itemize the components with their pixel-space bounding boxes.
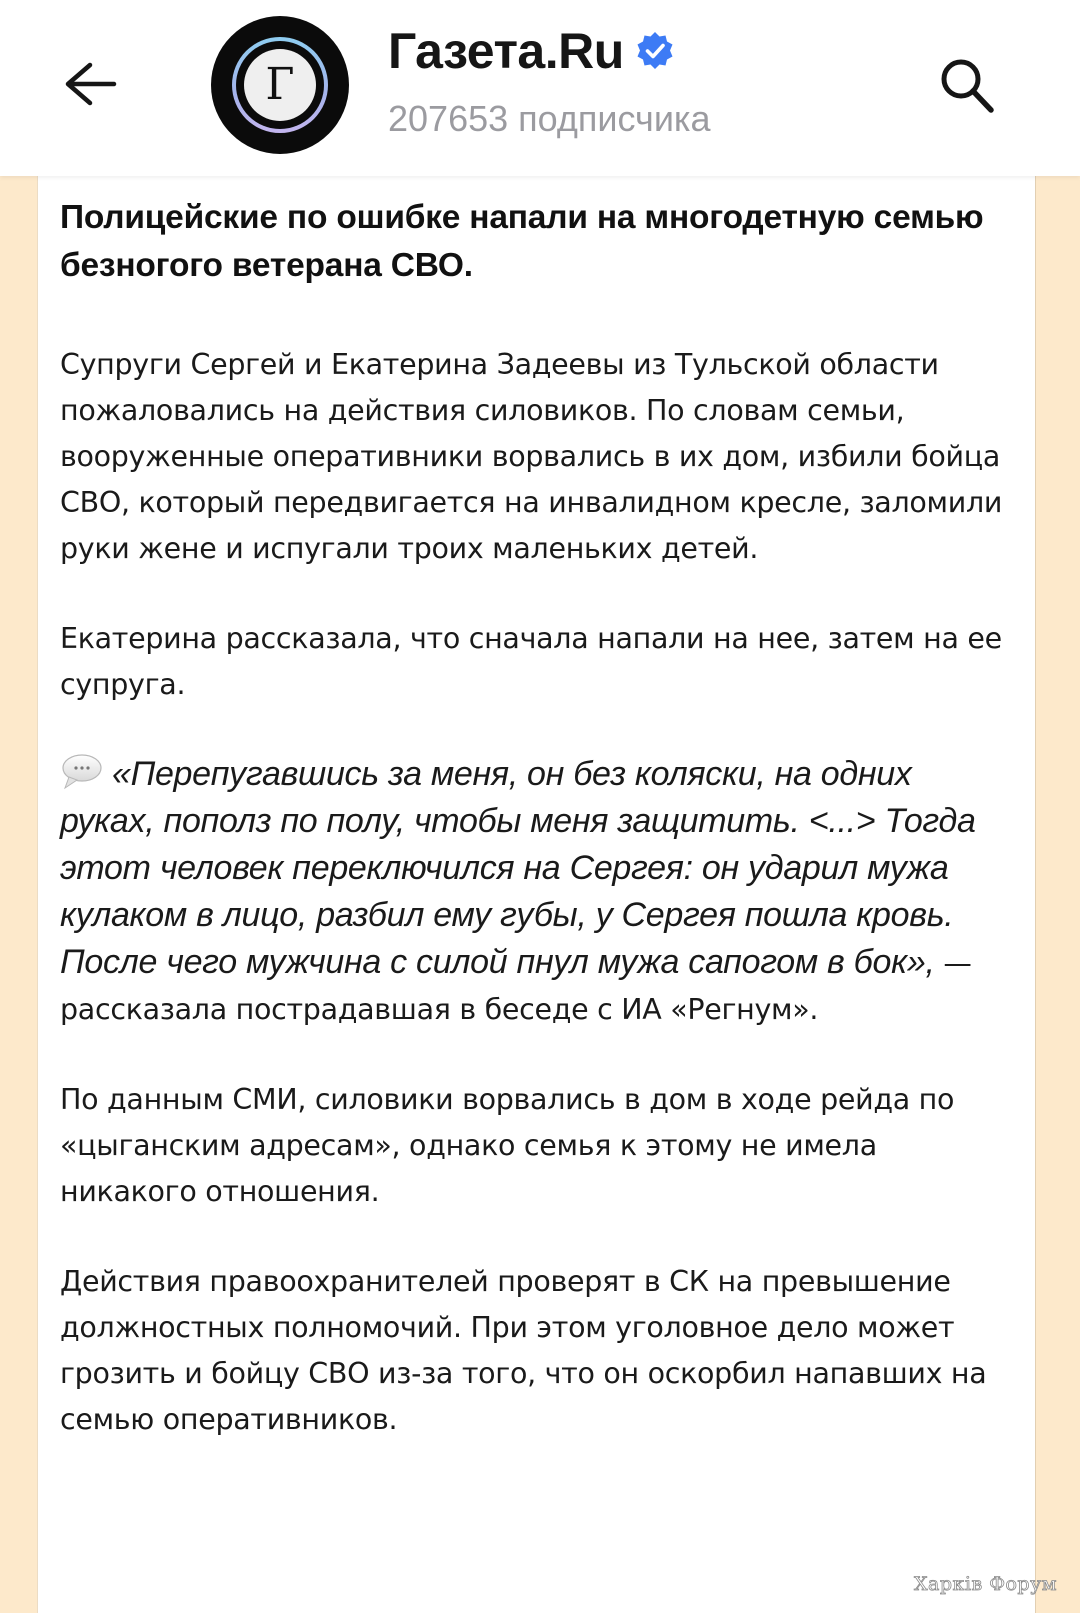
channel-title[interactable]: [388, 22, 676, 80]
search-icon: [936, 54, 998, 116]
channel-header: [0, 0, 1080, 176]
verified-badge-icon: [634, 30, 676, 72]
arrow-left-icon: [62, 59, 118, 109]
avatar-gap: [236, 41, 324, 129]
avatar-ring: [232, 37, 328, 133]
subscriber-count: 207653 подписчика: [388, 98, 711, 139]
speech-bubble-icon: [60, 753, 102, 791]
quote-text: «Перепугавшись за меня, он без коляски, на одних руках, пополз по полу, чтобы меня защитить. <...> Тогда этот человек переключился на Сергея: он ударил мужа кулаком в лицо, разбил ему губы, у Сергея пошла кровь. После чего мужчина с силой пнул мужа сапогом в бок»,: [60, 755, 976, 981]
post-card: [37, 176, 1036, 1613]
article-headline: Полицейские по ошибке напали на многодетную семью безногого ветерана СВО.: [60, 199, 984, 284]
channel-avatar[interactable]: [211, 16, 349, 154]
article-paragraph: По данным СМИ, силовики ворвались в дом в ходе рейда по «цыганским адресам», однако семья к этому не имела никакого отношения.: [60, 1083, 955, 1208]
article-paragraph: Супруги Сергей и Екатерина Задеевы из Тульской области пожаловались на действия силовиков. По словам семьи, вооруженные оперативники ворвались в их дом, избили бойца СВО, который передвигается на инвалидном кресле, заломили руки жене и испугали троих маленьких детей.: [60, 348, 1003, 565]
article-paragraph: Екатерина рассказала, что сначала напали на нее, затем на ее супруга.: [60, 622, 1002, 701]
article-paragraph: Действия правоохранителей проверят в СК на превышение должностных полномочий. При этом уголовное дело может грозить и бойцу СВО из-за того, что он оскорбил напавших на семью оперативников.: [60, 1265, 987, 1436]
quote-wrap: [60, 755, 976, 1026]
search-button[interactable]: [932, 50, 1002, 120]
back-button[interactable]: [58, 52, 122, 116]
article-body: [60, 194, 1010, 1443]
channel-name: Газета.Ru: [388, 23, 624, 79]
avatar-letter: Г: [244, 49, 316, 121]
quote-attribution: — рассказала пострадавшая в беседе с ИА «Регнум».: [60, 947, 972, 1026]
watermark: Харків Форум: [914, 1573, 1058, 1595]
quote-block: [60, 752, 1010, 1033]
